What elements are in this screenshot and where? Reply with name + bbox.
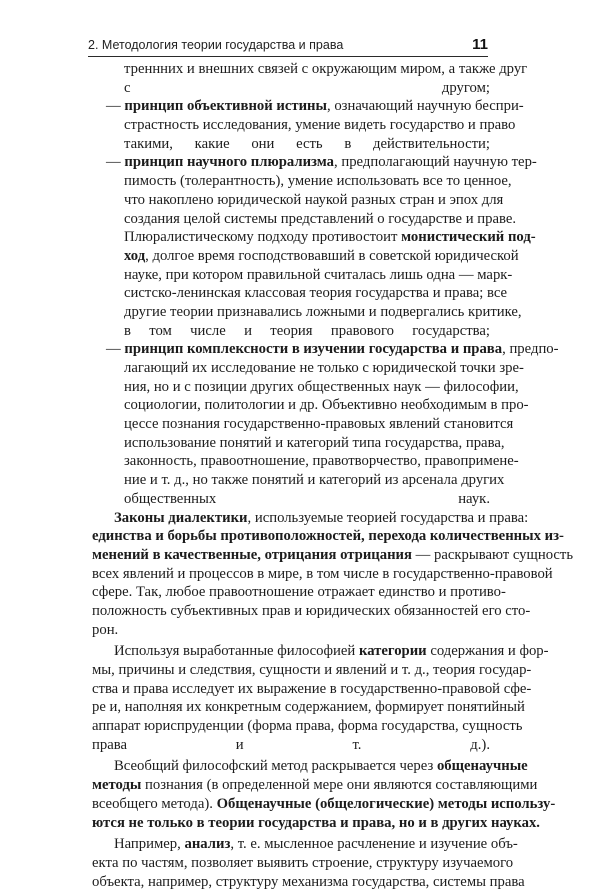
text-line: [92, 527, 564, 546]
text-run: объекта, например, структуру механизма государства, системы права: [92, 873, 525, 890]
text-line: [92, 322, 490, 341]
bold-term: категории: [358, 643, 427, 660]
text-run: такими, какие они есть в действительности;: [124, 135, 490, 152]
text-run: —: [106, 154, 125, 171]
text-run: ре и, наполняя их конкретным содержанием, формирует понятийный: [92, 699, 525, 716]
bold-term: методы: [92, 777, 142, 794]
text-run: цессе познания государственно-правовых явлений становится: [124, 416, 514, 433]
text-run: систско-ленинская классовая теория государства и права; все: [124, 285, 508, 302]
text-run: науке, при котором правильной считалась лишь одна — марк-: [124, 266, 513, 283]
text-run: положность субъективных прав и юридических обязанностей его сто-: [92, 602, 531, 619]
text-line: [92, 873, 525, 891]
text-run: , используемые теорией государства и права:: [247, 509, 529, 526]
text-run: —: [106, 98, 125, 115]
text-run: Используя выработанные философией: [114, 643, 359, 660]
text-run: что накоплено юридической наукой разных стран и эпох для: [124, 191, 504, 208]
text-run: ния, но и с позиции других общественных наук — философии,: [124, 378, 519, 395]
text-line: [92, 757, 528, 776]
text-run: законность, правоотношение, правотворчество, правопримене-: [124, 453, 519, 470]
text-line: [92, 509, 529, 528]
text-line: [92, 396, 529, 415]
text-line: [92, 546, 574, 565]
bold-term: принцип объективной истины: [124, 98, 327, 115]
text-run: мы, причины и следствия, сущности и явлений и т. д., теория государ-: [92, 662, 532, 678]
text-run: в том числе и теория правового государства;: [124, 322, 490, 339]
text-line: [92, 303, 522, 322]
text-run: с другом;: [124, 79, 490, 96]
bold-term: Общенаучные (общелогические) методы использу-: [216, 795, 556, 812]
running-title: 2. Методология теории государства и права: [88, 38, 344, 52]
text-line: [92, 621, 490, 640]
text-run: Например,: [114, 836, 185, 853]
text-run: треннних и внешних связей с окружающим миром, а также друг: [124, 61, 528, 77]
text-line: [92, 661, 532, 680]
text-run: , предпо-: [502, 341, 559, 358]
text-line: [92, 378, 519, 397]
text-run: —: [106, 341, 125, 358]
text-line: [92, 210, 517, 229]
bold-term: единства и борьбы противоположностей, перехода количественных из-: [92, 528, 564, 545]
text-run: всеобщего метода).: [92, 795, 217, 812]
bold-term: Законы диалектики: [114, 509, 248, 526]
text-line: [92, 736, 490, 755]
text-line: [92, 490, 490, 509]
text-run: общественных наук.: [124, 490, 490, 507]
text-line: [92, 172, 512, 191]
text-line: [92, 854, 514, 873]
text-line: [92, 228, 536, 247]
text-line: [92, 680, 532, 699]
text-line: [92, 266, 513, 285]
bold-term: менений в качественные, отрицания отрицания: [92, 546, 412, 563]
text-line: [92, 565, 553, 584]
bold-term: анализ: [184, 836, 231, 853]
text-line: [92, 698, 525, 717]
text-run: использование понятий и категорий типа государства, права,: [124, 434, 505, 451]
text-line: [92, 284, 508, 303]
text-line: [92, 153, 537, 172]
running-header: [88, 36, 488, 57]
text-line: [92, 717, 523, 736]
text-run: создания целой системы представлений о государстве и праве.: [124, 210, 517, 227]
text-run: содержания и фор-: [426, 643, 549, 660]
text-run: , т. е. мысленное расчленение и изучение объ-: [230, 836, 518, 853]
text-line: [92, 814, 540, 833]
bold-term: ются не только в теории государства и права, но и в других науках.: [92, 814, 540, 831]
text-line: [92, 135, 490, 154]
text-line: [92, 97, 524, 116]
text-line: [92, 340, 559, 359]
body-text: [92, 60, 574, 891]
text-line: [92, 116, 516, 135]
text-line: [92, 452, 519, 471]
bold-term: принцип комплексности в изучении государства и права: [124, 341, 503, 358]
text-run: , означающий научную беспри-: [326, 98, 524, 115]
text-line: [92, 835, 518, 854]
text-line: [92, 191, 504, 210]
text-run: познания (в определенной мере они являются составляющими: [141, 777, 538, 794]
text-line: [92, 60, 528, 79]
text-run: права и т. д.).: [92, 736, 490, 753]
page-number: 11: [472, 36, 488, 53]
text-run: другие теории признавались ложными и подвергались критике,: [124, 303, 522, 320]
text-run: екта по частям, позволяет выявить строение, структуру изучаемого: [92, 854, 514, 871]
text-run: социологии, политологии и др. Объективно необходимым в про-: [124, 397, 529, 414]
text-run: , предполагающий научную тер-: [334, 154, 537, 171]
text-run: сфере. Так, любое правоотношение отражает единство и противо-: [92, 584, 506, 601]
text-line: [92, 247, 519, 266]
text-line: [92, 471, 505, 490]
text-line: [92, 583, 506, 602]
text-line: [92, 415, 514, 434]
text-run: , долгое время господствовавший в советской юридической: [145, 247, 519, 264]
text-line: [92, 795, 556, 814]
text-line: [92, 79, 490, 98]
text-run: ние и т. д., но также понятий и категорий из арсенала других: [124, 472, 505, 489]
bold-term: принцип научного плюрализма: [124, 154, 334, 171]
text-run: Всеобщий философский метод раскрывается через: [114, 758, 437, 775]
text-run: страстность исследования, умение видеть государство и право: [124, 117, 516, 134]
text-line: [92, 602, 531, 621]
bold-term: общенаучные: [436, 758, 528, 775]
text-run: рон.: [92, 621, 119, 638]
text-line: [92, 776, 538, 795]
text-run: ства и права исследует их выражение в государственно-правовой сфе-: [92, 680, 532, 697]
bold-term: монистический под-: [401, 229, 536, 246]
text-line: [92, 434, 505, 453]
text-line: [92, 642, 549, 661]
text-run: Плюралистическому подходу противостоит: [124, 229, 402, 246]
text-line: [92, 359, 524, 378]
text-run: аппарат юриспруденции (форма права, форма государства, сущность: [92, 718, 523, 735]
bold-term: ход: [124, 247, 146, 264]
text-run: — раскрывают сущность: [411, 546, 574, 563]
text-run: всех явлений и процессов в мире, в том числе в государственно-правовой: [92, 565, 553, 582]
text-run: лагающий их исследование не только с юридической точки зре-: [124, 360, 524, 376]
text-run: пимость (толерантность), умение использовать все то ценное,: [124, 173, 512, 190]
